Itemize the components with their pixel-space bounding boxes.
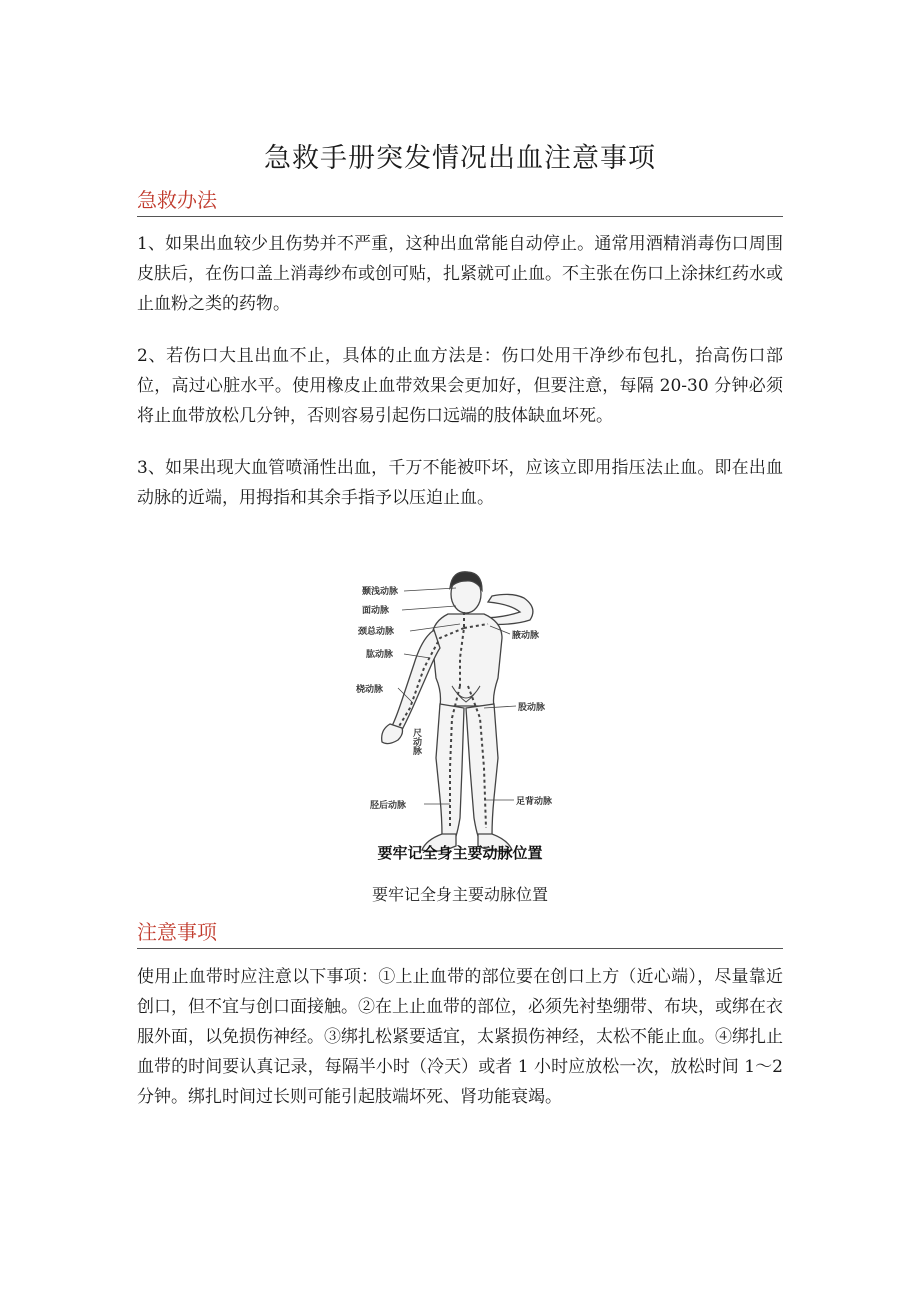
label-femoral-artery: 股动脉 xyxy=(518,703,546,713)
label-superficial-temporal-artery: 颞浅动脉 xyxy=(362,587,399,597)
label-brachial-artery: 肱动脉 xyxy=(366,650,394,660)
label-posterior-tibial-artery: 胫后动脉 xyxy=(370,801,407,811)
page-title: 急救手册突发情况出血注意事项 xyxy=(264,143,656,175)
label-ulnar-artery: 尺动脉 xyxy=(411,728,421,755)
label-radial-artery: 桡动脉 xyxy=(356,685,384,695)
artery-diagram-svg xyxy=(352,568,566,864)
paragraph-first-aid-1: 1、如果出血较少且伤势并不严重，这种出血常能自动停止。通常用酒精消毒伤口周围皮肤后，在伤口盖上消毒纱布或创可贴，扎紧就可止血。不主张在伤口上涂抹红药水或止血粉之类的药物。 xyxy=(137,234,783,314)
section-heading-first-aid: 急救办法 xyxy=(137,184,783,217)
figure-caption: 要牢记全身主要动脉位置 xyxy=(371,885,548,904)
section-heading-notes: 注意事项 xyxy=(137,916,783,949)
label-dorsalis-pedis-artery: 足背动脉 xyxy=(516,797,553,807)
paragraph-first-aid-2: 2、若伤口大且出血不止，具体的止血方法是：伤口处用干净纱布包扎，抬高伤口部位，高过心脏水平。使用橡皮止血带效果会更加好，但要注意，每隔 20-30 分钟必须将止血带放松几分钟，否则容易引起伤口远端的肢体缺血坏死。 xyxy=(137,346,783,426)
figure-image-caption: 要牢记全身主要动脉位置 xyxy=(377,844,543,862)
label-facial-artery: 面动脉 xyxy=(362,606,390,616)
label-axillary-artery: 腋动脉 xyxy=(512,631,540,641)
label-common-carotid-artery: 颈总动脉 xyxy=(358,627,395,637)
paragraph-first-aid-3: 3、如果出现大血管喷涌性出血，千万不能被吓坏，应该立即用指压法止血。即在出血动脉的近端，用拇指和其余手指予以压迫止血。 xyxy=(137,458,783,508)
artery-diagram xyxy=(352,568,566,864)
paragraph-notes: 使用止血带时应注意以下事项：①上止血带的部位要在创口上方（近心端），尽量靠近创口，但不宜与创口面接触。②在上止血带的部位，必须先衬垫绷带、布块，或绑在衣服外面，以免损伤神经。③绑扎松紧要适宜，太紧损伤神经，太松不能止血。④绑扎止血带的时间要认真记录，每隔半小时（冷天）或者 1 小时应放松一次，放松时间 1～2 分钟。绑扎时间过长则可能引起肢端坏死、肾功能衰竭。 xyxy=(137,967,783,1107)
